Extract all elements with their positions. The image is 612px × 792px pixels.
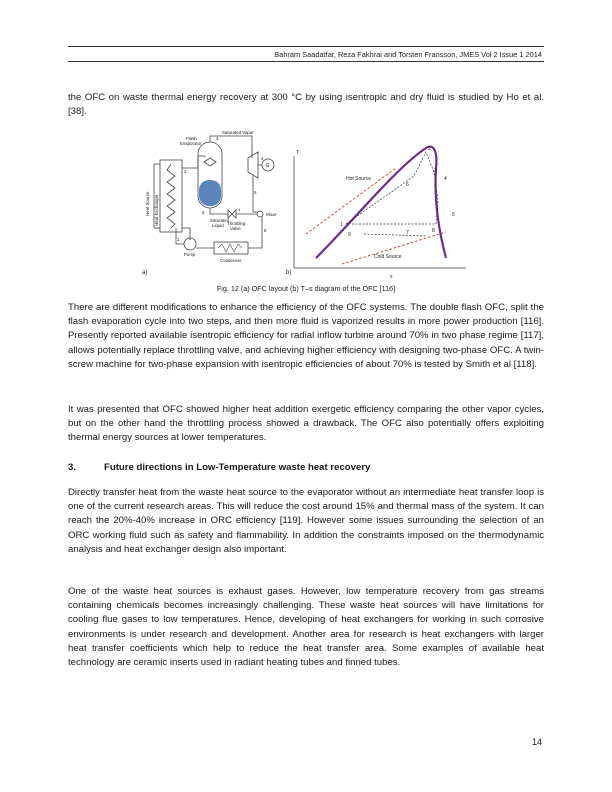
state-point-a-3: 3 xyxy=(216,136,219,141)
running-head: Bahram Saadatfar, Reza Fakhrai and Torsten Fransson, JMES Vol 2 Issue 1 2014 xyxy=(274,50,542,59)
hot-source-label: Hot Source xyxy=(346,176,372,182)
mixer-circle xyxy=(257,211,263,217)
paragraph-direct-transfer: Directly transfer heat from the waste heat source to the evaporator without an intermediate heat transfer loop is one of the current research areas. This will reduce the cost around 15% and thermal mass of the system. It can reach the 20%-40% increase in ORC efficiency [119]. However some issues surrounding the selection of an ORC working fluid such as safety and flammability. In addition the constraints imposed on the thermodynamic analysis and heat exchanger design also important. xyxy=(68,487,544,555)
state-point-b-2: 2 xyxy=(428,146,431,152)
paragraph-exhaust-gases: One of the waste heat sources is exhaust gases. However, low temperature recovery from gas streams containing chemicals becomes increasingly challenging. These waste heat sources will have limitations for cooling flue gases to low temperatures. Hence, developing of heat exchangers for working in such corrosive environments is under research and development. Another area for research is heat exchangers with larger heat transfer coefficients which help to reduce the heat transfer area. Some examples of available heat technology are ceramic inserts used in radiant heating tubes and finned tubes. xyxy=(68,586,544,669)
state-point-b-9: 9 xyxy=(348,232,351,238)
state-point-b-6: 6 xyxy=(406,182,409,188)
label-throttling-valve-2: Valve xyxy=(230,226,241,231)
section-title: Future directions in Low-Temperature waste heat recovery xyxy=(104,462,371,473)
label-condenser: Condenser xyxy=(220,258,242,263)
throttling-valve xyxy=(228,210,236,218)
header-rule-bottom xyxy=(68,61,544,62)
state-point-b-8: 8 xyxy=(432,228,435,234)
label-saturated-liquid-1: Saturated xyxy=(210,218,230,223)
cold-source-label: Cold Source xyxy=(374,254,402,260)
label-pump: Pump xyxy=(184,252,196,257)
panel-b-label: b) xyxy=(286,270,292,276)
heat-source-coil xyxy=(167,164,175,228)
state-point-a-4: 4 xyxy=(261,156,264,161)
state-point-a-2: 2 xyxy=(184,169,187,174)
section-number: 3. xyxy=(68,462,77,473)
state-point-a-7: 7 xyxy=(238,208,241,213)
panel-a-label: a) xyxy=(142,270,148,276)
state-point-b-7: 7 xyxy=(406,230,409,236)
label-flash-evaporator-1: Flash xyxy=(186,136,197,141)
label-heat-exchanger: Heat Exchanger xyxy=(154,194,159,226)
condenser-box xyxy=(214,242,248,254)
paragraph-modifications: There are different modifications to enhance the efficiency of the OFC systems. The double flash OFC, split the flash evaporation cycle into two steps, and then more fluid is vaporized results in more power production [116]. Presently reported available isentropic efficiency for radial inflow turbine around 70% in two phase regime [117], allows potentially replace throttling valve, and achieving higher efficiency with designing two-phase OFC. A twin-screw machine for two-phase expansion with isentropic efficiencies of about 70% is tested by Smith et al [118]. xyxy=(68,302,544,370)
figure-panel-b-ts-diagram xyxy=(286,128,476,280)
saturation-dome xyxy=(316,147,446,258)
turbine xyxy=(248,152,258,178)
state-point-a-8: 8 xyxy=(264,228,267,233)
paragraph-exergetic: It was presented that OFC showed higher heat addition exergetic efficiency comparing the other vapor cycles, but on the other hand the throttling process showed a drawback. The OFC also potentially offers exploiting thermal energy sources at lower temperatures. xyxy=(68,404,544,444)
label-saturated-vapor: Saturated Vapor xyxy=(222,130,254,135)
label-flash-evaporator-2: Evaporator xyxy=(180,141,202,146)
section-heading xyxy=(68,462,544,473)
page-number: 14 xyxy=(531,737,542,747)
figure-panel-a-ofc-layout xyxy=(140,128,300,276)
header-rule-top xyxy=(68,46,544,47)
label-generator: G xyxy=(265,162,270,169)
state-point-a-5: 5 xyxy=(254,190,257,195)
label-throttling-valve-1: Throttling xyxy=(227,221,246,226)
figure-caption: Fig. 12 (a) OFC layout (b) T–s diagram of the OFC [116] xyxy=(216,284,396,293)
state-point-b-3: 3 xyxy=(434,168,437,174)
label-mixer: Mixer xyxy=(266,212,277,217)
label-saturated-liquid-2: Liquid xyxy=(212,223,224,228)
state-point-b-5: 5 xyxy=(452,212,455,218)
axis-t-label: T xyxy=(296,150,300,156)
state-point-b-4: 4 xyxy=(444,176,447,182)
axis-s-label: s xyxy=(390,274,393,280)
state-point-a-6: 6 xyxy=(202,210,205,215)
state-point-b-1: 1 xyxy=(340,222,343,228)
state-point-a-1: 1 xyxy=(177,237,180,242)
label-heat-source: Heat Source xyxy=(145,191,150,216)
paragraph-intro: the OFC on waste thermal energy recovery at 300 °C by using isentropic and dry fluid is studied by Ho et al. [38]. xyxy=(68,92,544,118)
